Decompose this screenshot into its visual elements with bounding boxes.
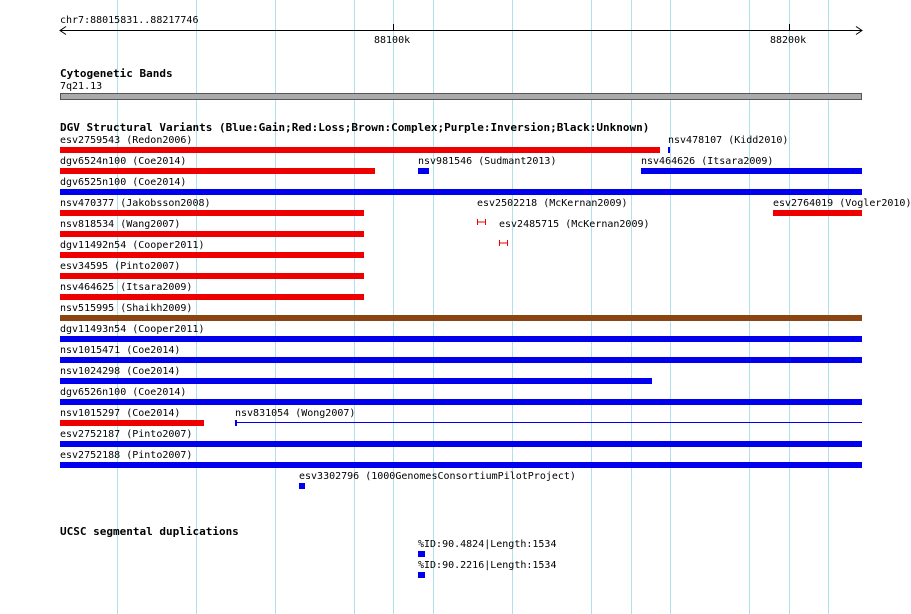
variant-label: nsv1015297 (Coe2014)	[60, 408, 181, 419]
variant-bar-loss[interactable]	[60, 168, 375, 174]
variant-bar-gain[interactable]	[60, 336, 862, 342]
segdup-label: %ID:90.4824|Length:1534	[418, 539, 557, 550]
variant-bar-gain-thin[interactable]	[235, 422, 862, 423]
variant-label: esv34595 (Pinto2007)	[60, 261, 181, 272]
variant-bar-loss[interactable]	[60, 420, 204, 426]
variant-bar-gain[interactable]	[60, 189, 862, 195]
variant-label: esv2502218 (McKernan2009)	[477, 198, 628, 209]
variant-label: nsv818534 (Wang2007)	[60, 219, 181, 230]
tick-label-88200k: 88200k	[770, 35, 807, 46]
variant-bar-loss[interactable]	[773, 210, 862, 216]
variant-bar-gain[interactable]	[60, 357, 862, 363]
variant-bar-gain[interactable]	[60, 462, 862, 468]
variant-bar-loss-small[interactable]	[477, 210, 486, 216]
variant-bar-loss[interactable]	[60, 147, 660, 153]
variant-bar-loss[interactable]	[60, 294, 364, 300]
variant-label: nsv470377 (Jakobsson2008)	[60, 198, 211, 209]
variant-bar-loss[interactable]	[60, 252, 364, 258]
variant-label: esv2485715 (McKernan2009)	[499, 219, 650, 230]
variant-label: nsv478107 (Kidd2010)	[668, 135, 789, 146]
variant-label: esv2764019 (Vogler2010)	[773, 198, 911, 209]
variant-label: nsv515995 (Shaikh2009)	[60, 303, 193, 314]
segdup-bar[interactable]	[418, 551, 425, 557]
variant-label: esv2759543 (Redon2006)	[60, 135, 193, 146]
cytoband-bar[interactable]	[60, 93, 862, 100]
variant-label: esv3302796 (1000GenomesConsortiumPilotProject)	[299, 471, 576, 482]
variant-bar-loss-small[interactable]	[499, 231, 508, 237]
variant-bar-gain[interactable]	[60, 399, 862, 405]
cytoband-label: 7q21.13	[60, 81, 103, 92]
variant-bar-loss[interactable]	[60, 231, 364, 237]
variant-label: nsv1015471 (Coe2014)	[60, 345, 181, 356]
variant-label: nsv1024298 (Coe2014)	[60, 366, 181, 377]
variant-bar-gain[interactable]	[418, 168, 429, 174]
segdup-track-title: UCSC segmental duplications	[60, 525, 239, 538]
variant-bar-gain[interactable]	[299, 483, 305, 489]
variant-label: dgv11493n54 (Cooper2011)	[60, 324, 205, 335]
variant-label: nsv831054 (Wong2007)	[235, 408, 356, 419]
variant-bar-gain[interactable]	[641, 168, 862, 174]
segdup-bar[interactable]	[418, 572, 425, 578]
variant-bar-gain[interactable]	[668, 147, 670, 153]
variant-label: nsv981546 (Sudmant2013)	[418, 156, 557, 167]
variant-label: dgv6525n100 (Coe2014)	[60, 177, 187, 188]
variant-label: dgv6526n100 (Coe2014)	[60, 387, 187, 398]
variant-bar-gain-start	[235, 420, 237, 426]
variant-label: dgv6524n100 (Coe2014)	[60, 156, 187, 167]
variant-label: nsv464625 (Itsara2009)	[60, 282, 193, 293]
variant-label: esv2752187 (Pinto2007)	[60, 429, 193, 440]
variant-bar-loss[interactable]	[60, 210, 364, 216]
variant-bar-loss[interactable]	[60, 273, 364, 279]
variant-label: nsv464626 (Itsara2009)	[641, 156, 774, 167]
variant-label: dgv11492n54 (Cooper2011)	[60, 240, 205, 251]
variant-label: esv2752188 (Pinto2007)	[60, 450, 193, 461]
variant-bar-gain[interactable]	[60, 441, 862, 447]
cytoband-track-title: Cytogenetic Bands	[60, 67, 173, 80]
dgv-track-title: DGV Structural Variants (Blue:Gain;Red:Loss;Brown:Complex;Purple:Inversion;Black:Unknown)	[60, 121, 650, 134]
variant-bar-complex[interactable]	[60, 315, 862, 321]
variant-bar-gain[interactable]	[60, 378, 652, 384]
segdup-label: %ID:90.2216|Length:1534	[418, 560, 557, 571]
region-label: chr7:88015831..88217746	[60, 15, 199, 26]
tick-label-88100k: 88100k	[374, 35, 411, 46]
